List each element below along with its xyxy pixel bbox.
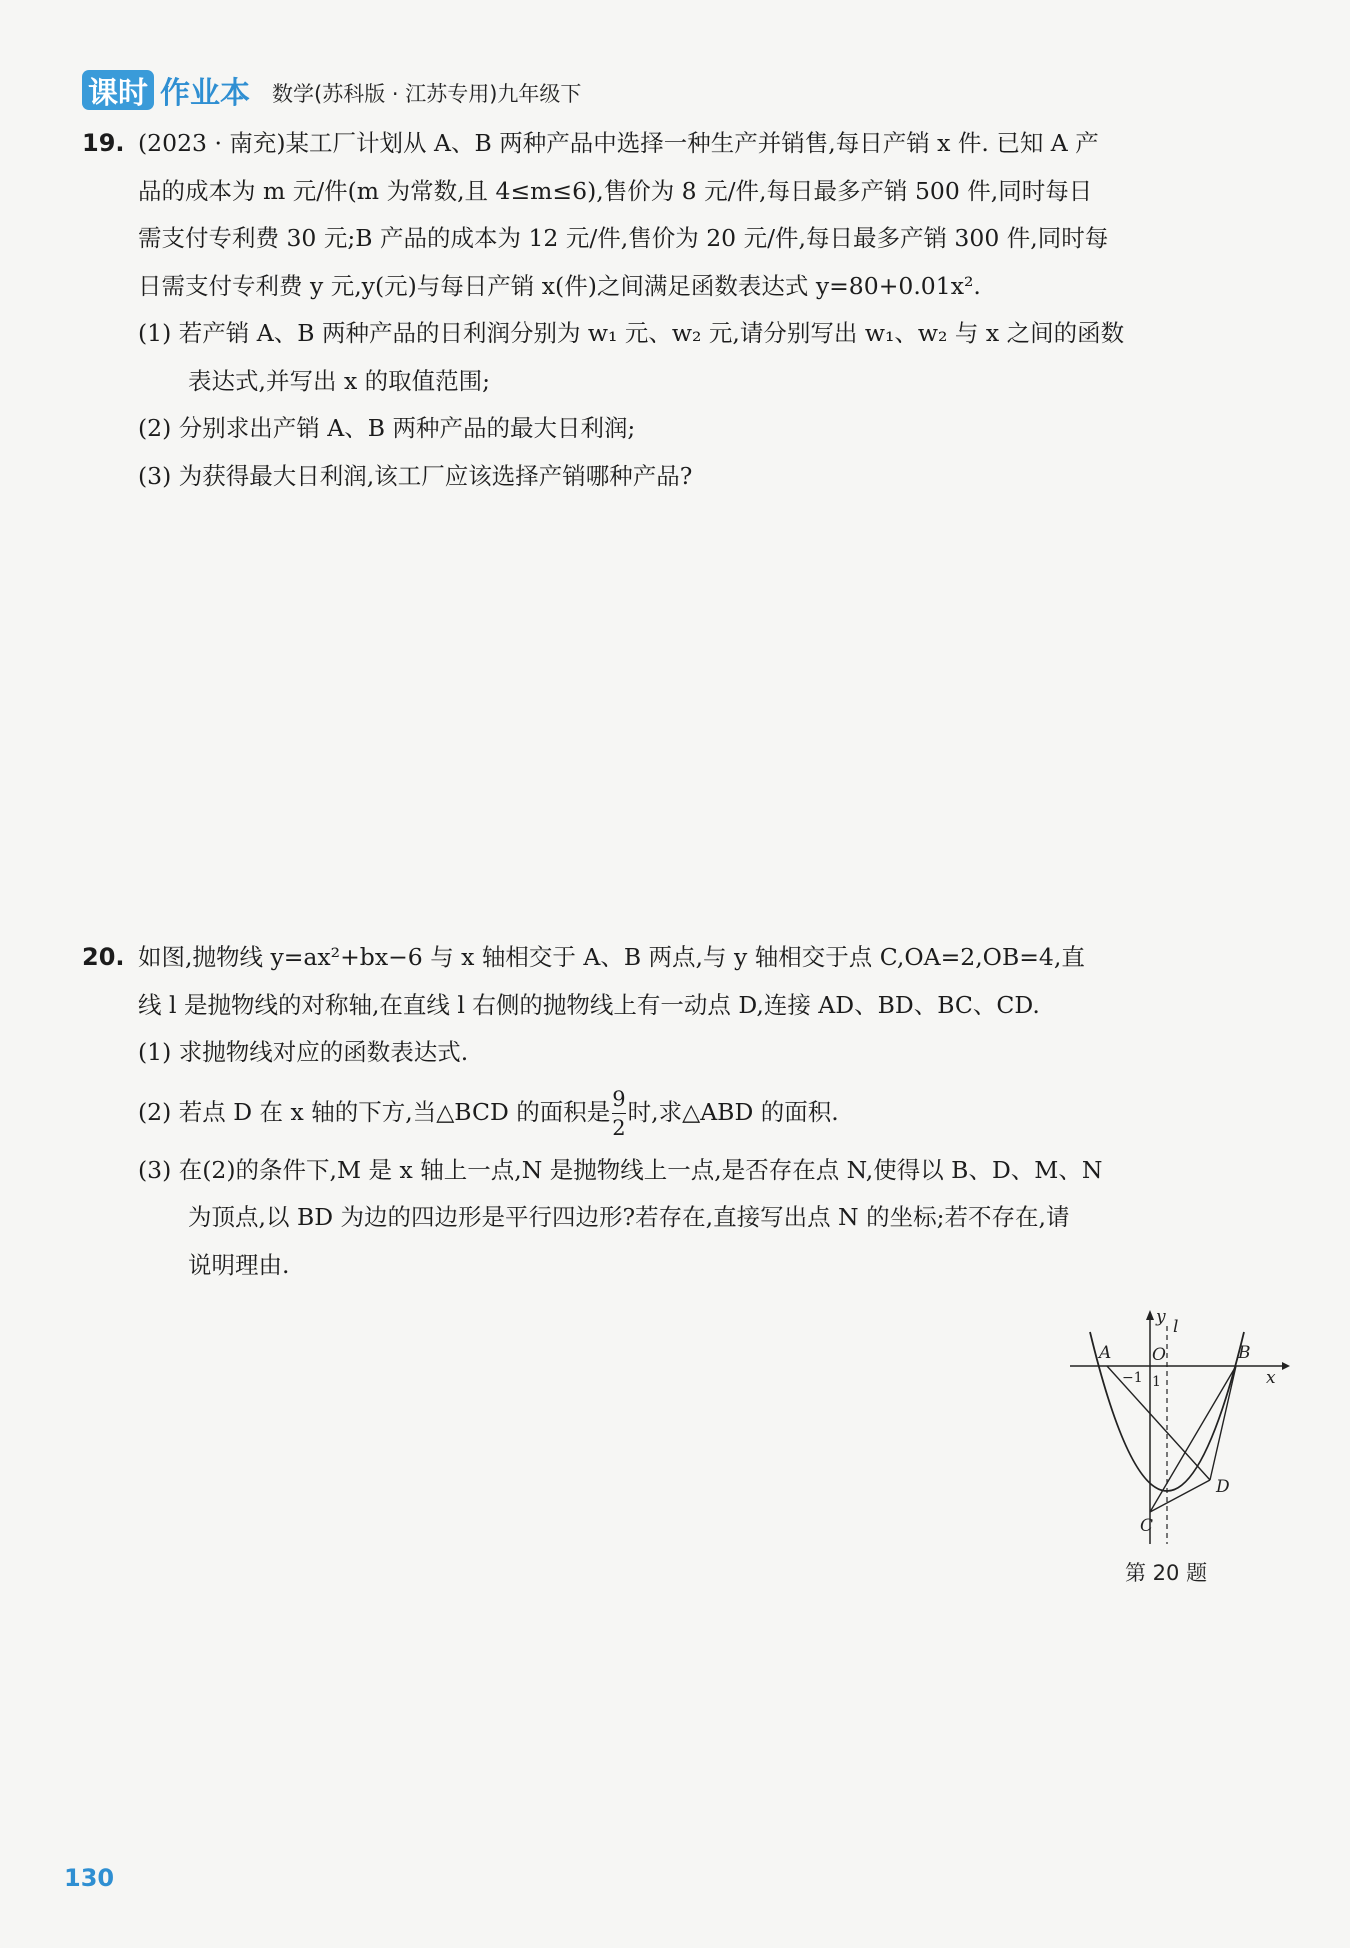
page-number: 130 [64,1864,115,1892]
subquestion-1-continued: 表达式,并写出 x 的取值范围; [188,366,491,395]
subquestion-3: (3) 为获得最大日利润,该工厂应该选择产销哪种产品? [138,461,693,490]
x-axis-arrow [1282,1362,1290,1370]
fraction-denominator: 2 [612,1115,626,1140]
parabola-figure [1060,1308,1290,1548]
point-C-label: C [1140,1516,1154,1536]
subquestion-2-text: (2) 若点 D 在 x 轴的下方,当△BCD 的面积是 [138,1097,611,1126]
subquestion-1: (1) 求抛物线对应的函数表达式. [138,1038,469,1066]
tick-label-neg1: −1 [1122,1370,1143,1386]
question-text-line: 如图,抛物线 y=ax²+bx−6 与 x 轴相交于 A、B 两点,与 y 轴相交于点 C,OA=2,OB=4,直 [138,943,1085,971]
point-B-label: B [1238,1343,1251,1363]
point-D-label: D [1216,1477,1230,1497]
question-text-line: (2023 · 南充)某工厂计划从 A、B 两种产品中选择一种生产并销售,每日产销 x 件. 已知 A 产 [138,129,1099,157]
tick-label-1: 1 [1152,1374,1161,1390]
line-l-label: l [1173,1317,1179,1337]
figure-caption: 第 20 题 [1125,1561,1208,1585]
subquestion-2: (2) 分别求出产销 A、B 两种产品的最大日利润; [138,414,636,442]
x-axis-label: x [1266,1368,1276,1388]
point-A-label: A [1099,1343,1112,1363]
segment-BD [1210,1366,1236,1480]
question-text-line: 线 l 是抛物线的对称轴,在直线 l 右侧的抛物线上有一动点 D,连接 AD、BD、BC、CD. [138,990,1040,1019]
subquestion-3: (3) 在(2)的条件下,M 是 x 轴上一点,N 是抛物线上一点,是否存在点 N,使得以 B、D、M、N [138,1155,1103,1184]
series-logo: 课时 [82,70,154,110]
series-logo-text: 作业本 [160,76,250,111]
subquestion-3-continued: 说明理由. [188,1250,290,1279]
fraction [612,1087,625,1140]
question-text-line: 日需支付专利费 y 元,y(元)与每日产销 x(件)之间满足函数表达式 y=80+0.01x². [138,271,981,300]
y-axis-label: y [1156,1308,1166,1327]
fraction-bar [612,1113,625,1114]
origin-label: O [1152,1345,1166,1365]
question-19 [82,120,1282,500]
subquestion-3-continued: 为顶点,以 BD 为边的四边形是平行四边形?若存在,直接写出点 N 的坐标;若不存在,请 [188,1203,1070,1231]
book-title: 数学(苏科版 · 江苏专用)九年级下 [272,82,582,106]
page-header [82,68,581,112]
subquestion-1: (1) 若产销 A、B 两种产品的日利润分别为 w₁ 元、w₂ 元,请分别写出 w₁、w₂ 与 x 之间的函数 [138,319,1125,347]
y-axis-arrow [1146,1310,1154,1320]
question-number: 20. [82,943,125,971]
question-text-line: 需支付专利费 30 元;B 产品的成本为 12 元/件,售价为 20 元/件,每日最多产销 300 件,同时每 [138,224,1109,252]
fraction-numerator: 9 [612,1086,626,1111]
question-20 [82,934,1282,1289]
question-text-line: 品的成本为 m 元/件(m 为常数,且 4≤m≤6),售价为 8 元/件,每日最多产销 500 件,同时每日 [138,176,1093,205]
subquestion-2 [82,1077,1282,1147]
question-number: 19. [82,129,125,157]
subquestion-2-text-end: 时,求△ABD 的面积. [627,1097,839,1126]
